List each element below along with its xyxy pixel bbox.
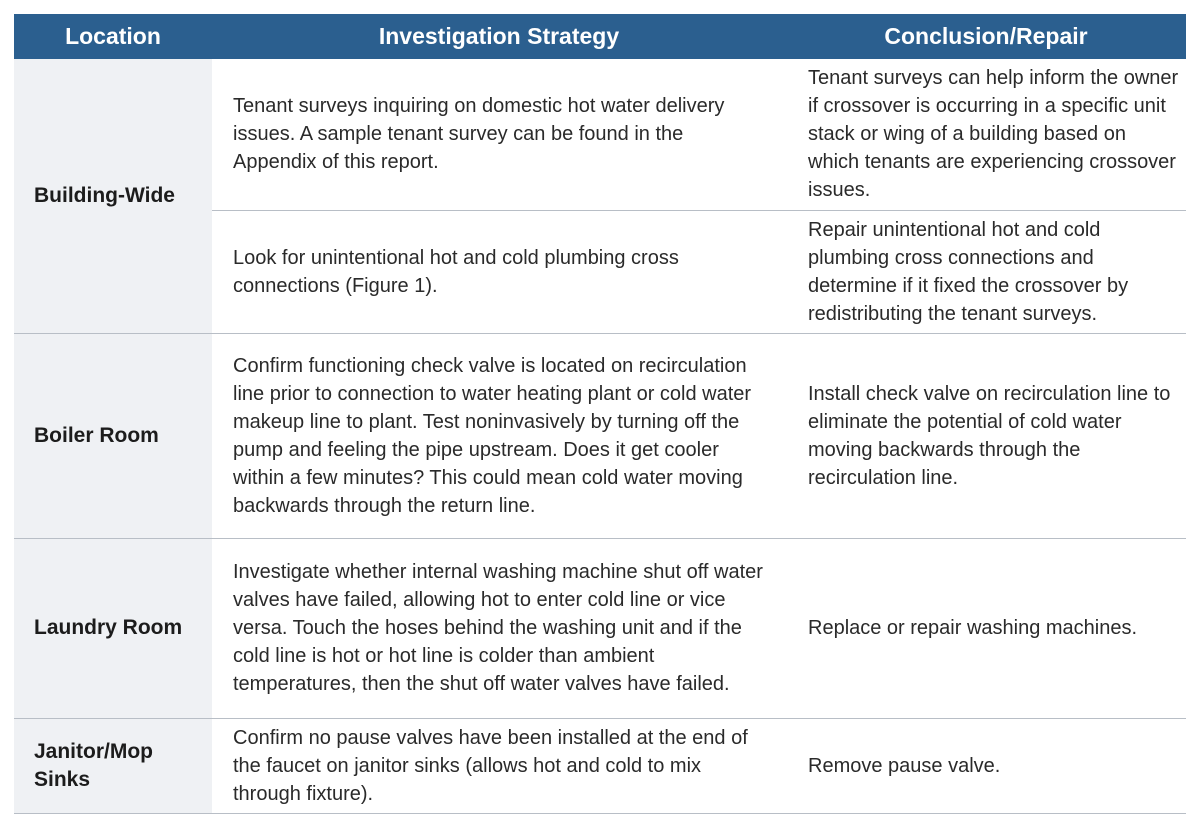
conclusion-cell: Tenant surveys can help inform the owner if crossover is occurring in a specific unit stack or wing of a building based on which tenants are experiencing crossover issues. bbox=[808, 67, 1179, 202]
table-row bbox=[14, 718, 1186, 813]
location-cell: Janitor/Mop Sinks bbox=[14, 718, 212, 813]
conclusion-cell: Repair unintentional hot and cold plumbing cross connections and determine if it fixed the crossover by redistributing the tenant surveys. bbox=[786, 210, 1186, 333]
crossover-investigation-table bbox=[14, 14, 1186, 814]
header-investigation-strategy: Investigation Strategy bbox=[212, 14, 786, 59]
strategy-cell: Confirm functioning check valve is located on recirculation line prior to connection to water heating plant or cold water makeup line to plant. Test noninvasively by turning off the pump and feeling the pipe upstream. Does it get cooler within a few minutes? This could mean cold water moving backwards through the return line. bbox=[212, 333, 786, 538]
header-location: Location bbox=[14, 14, 212, 59]
location-cell: Laundry Room bbox=[14, 538, 212, 718]
conclusion-cell: Install check valve on recirculation line to eliminate the potential of cold water moving backwards through the recirculation line. bbox=[786, 333, 1186, 538]
location-cell: Building-Wide bbox=[14, 59, 212, 333]
header-row bbox=[14, 14, 1186, 59]
strategy-cell: Tenant surveys inquiring on domestic hot water delivery issues. A sample tenant survey can be found in the Appendix of this report. bbox=[233, 95, 725, 174]
table-row bbox=[14, 538, 1186, 718]
table-row bbox=[14, 333, 1186, 538]
strategy-cell: Investigate whether internal washing machine shut off water valves have failed, allowing hot to enter cold line or vice versa. Touch the hoses behind the washing unit and if the cold line is hot or hot line is colder than ambient temperatures, then the shut off water valves have failed. bbox=[212, 538, 786, 718]
strategy-cell: Confirm no pause valves have been installed at the end of the faucet on janitor sinks (allows hot and cold to mix through fixture). bbox=[212, 718, 786, 813]
location-cell: Boiler Room bbox=[14, 333, 212, 538]
table-row bbox=[14, 59, 1186, 210]
header-conclusion-repair: Conclusion/Repair bbox=[786, 14, 1186, 59]
strategy-cell: Look for unintentional hot and cold plumbing cross connections (Figure 1). bbox=[212, 210, 786, 333]
conclusion-cell: Replace or repair washing machines. bbox=[786, 538, 1186, 718]
conclusion-cell: Remove pause valve. bbox=[786, 718, 1186, 813]
